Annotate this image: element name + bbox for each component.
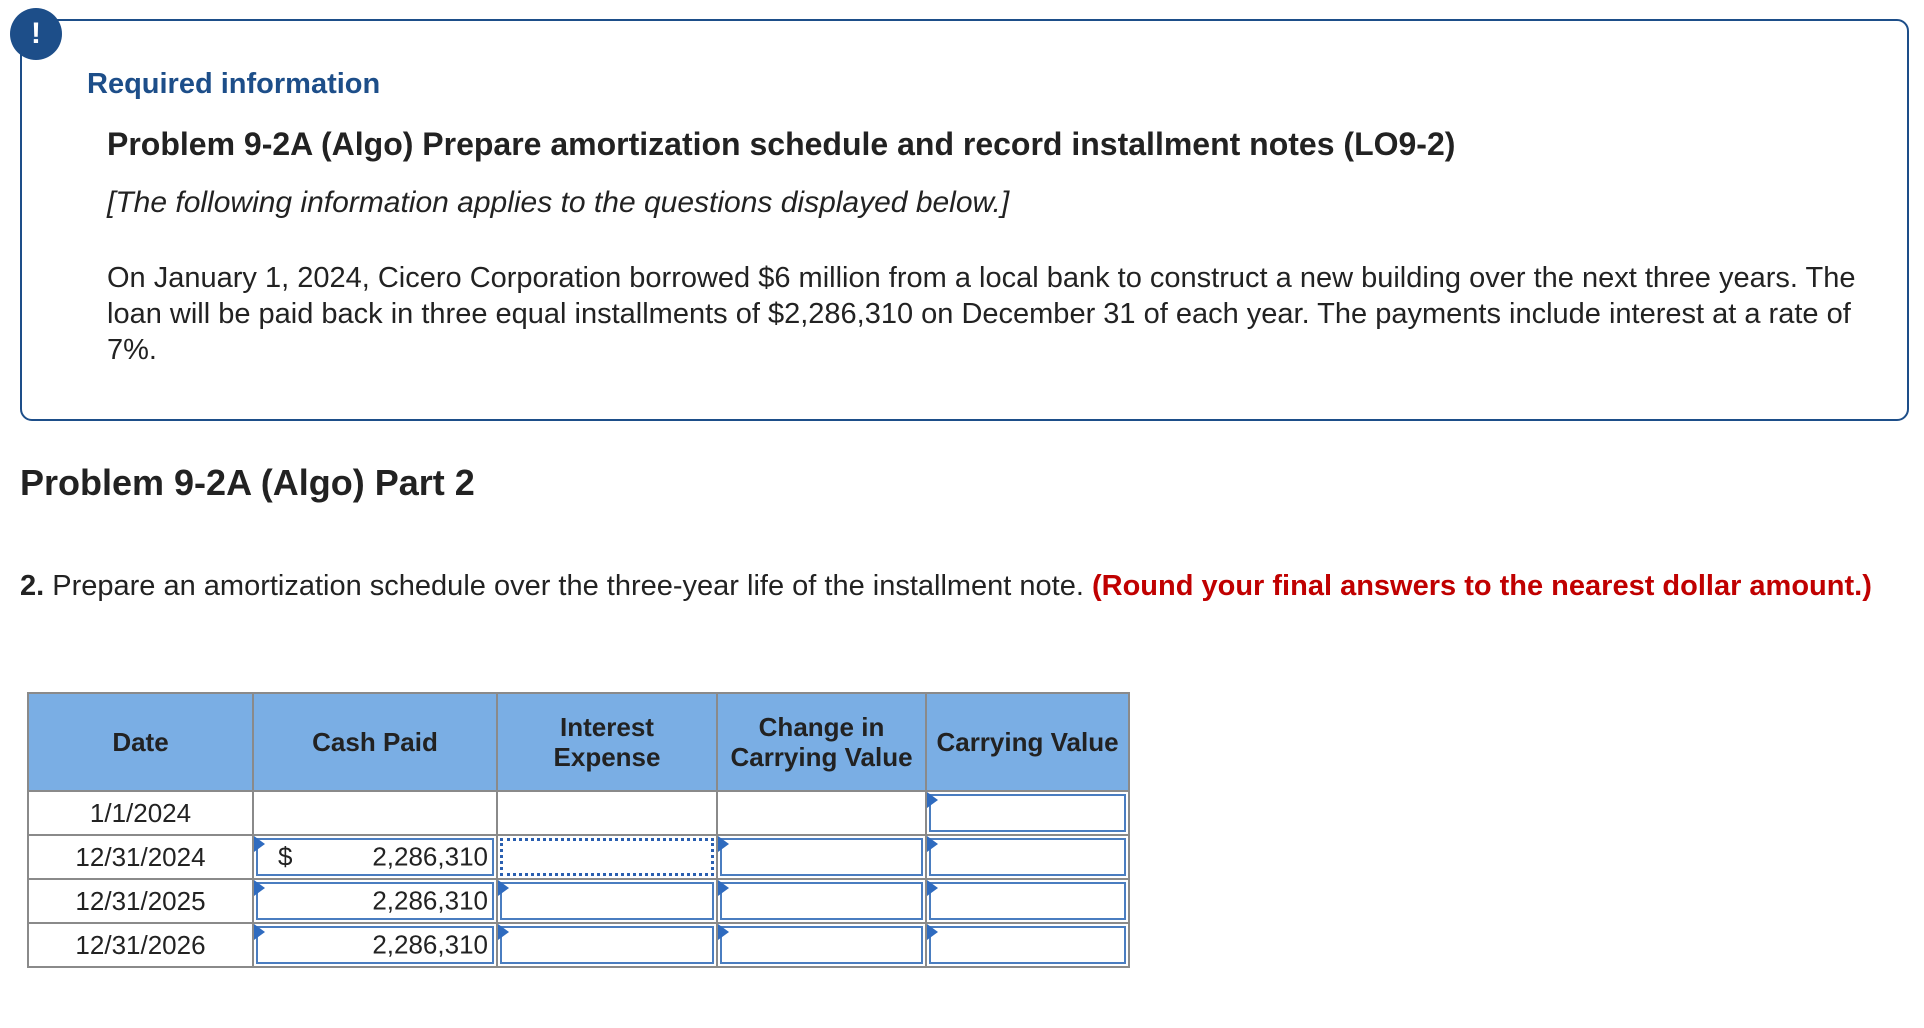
carrying-value-input[interactable] [929,882,1126,920]
question-prompt: Prepare an amortization schedule over the three-year life of the installment note. [44,570,1092,602]
currency-symbol: $ [278,841,293,872]
change-in-carrying-value-cell-static [717,791,926,835]
input-marker-icon [927,792,938,808]
date-cell: 12/31/2024 [28,835,253,879]
interest-expense-input[interactable] [500,838,714,876]
carrying-value-cell[interactable] [926,835,1129,879]
input-marker-icon [498,880,509,896]
input-marker-icon [254,836,265,852]
input-marker-icon [927,880,938,896]
interest-expense-cell[interactable] [497,879,717,923]
rounding-instruction: (Round your final answers to the nearest dollar amount.) [1091,570,1872,602]
interest-expense-input[interactable] [500,926,714,964]
interest-expense-cell-static [497,791,717,835]
input-marker-icon [254,880,265,896]
problem-title: Problem 9-2A (Algo) Prepare amortization schedule and record installment notes (LO9-2) [107,126,1456,162]
interest-expense-input[interactable] [500,882,714,920]
carrying-value-cell[interactable] [926,879,1129,923]
question-text [20,568,1900,604]
amortization-schedule-table [27,692,1130,968]
interest-expense-cell[interactable] [497,923,717,967]
input-marker-icon [718,924,729,940]
table-row [28,835,1129,879]
input-marker-icon [927,836,938,852]
carrying-value-input[interactable] [929,838,1126,876]
table-header-row [28,693,1129,791]
change-in-carrying-value-cell[interactable] [717,835,926,879]
input-marker-icon [718,880,729,896]
info-note: [The following information applies to the questions displayed below.] [107,186,1010,219]
change-in-carrying-value-input[interactable] [720,926,923,964]
header-cash-paid: Cash Paid [253,693,497,791]
date-cell: 12/31/2026 [28,923,253,967]
header-carrying-value: Carrying Value [926,693,1129,791]
question-number: 2. [20,570,45,602]
table-row [28,923,1129,967]
cash-paid-value: 2,286,310 [372,929,488,960]
date-cell: 1/1/2024 [28,791,253,835]
change-in-carrying-value-cell[interactable] [717,923,926,967]
cash-paid-cell-static [253,791,497,835]
cash-paid-cell[interactable] [253,835,497,879]
change-in-carrying-value-input[interactable] [720,882,923,920]
change-in-carrying-value-input[interactable] [720,838,923,876]
change-in-carrying-value-cell[interactable] [717,879,926,923]
table-row [28,879,1129,923]
date-cell: 12/31/2025 [28,879,253,923]
cash-paid-value: 2,286,310 [372,885,488,916]
problem-description: On January 1, 2024, Cicero Corporation borrowed $6 million from a local bank to construct a new building over the next three years. The loan will be paid back in three equal installments of $2,286,310 on December 31 of each year. The payments include interest at a rate of 7%. [107,262,1856,366]
part-title: Problem 9-2A (Algo) Part 2 [20,462,475,503]
required-information-label: Required information [87,68,381,100]
header-interest-expense: Interest Expense [497,693,717,791]
cash-paid-cell[interactable] [253,879,497,923]
carrying-value-cell[interactable] [926,923,1129,967]
table-row [28,791,1129,835]
interest-expense-cell[interactable] [497,835,717,879]
carrying-value-input[interactable] [929,794,1126,832]
input-marker-icon [498,924,509,940]
input-marker-icon [718,836,729,852]
input-marker-icon [927,924,938,940]
carrying-value-cell[interactable] [926,791,1129,835]
header-change-in-carrying-value: Change in Carrying Value [717,693,926,791]
input-marker-icon [254,924,265,940]
carrying-value-input[interactable] [929,926,1126,964]
cash-paid-cell[interactable] [253,923,497,967]
header-date: Date [28,693,253,791]
alert-exclamation-icon: ! [10,8,62,60]
cash-paid-value: 2,286,310 [372,841,488,872]
